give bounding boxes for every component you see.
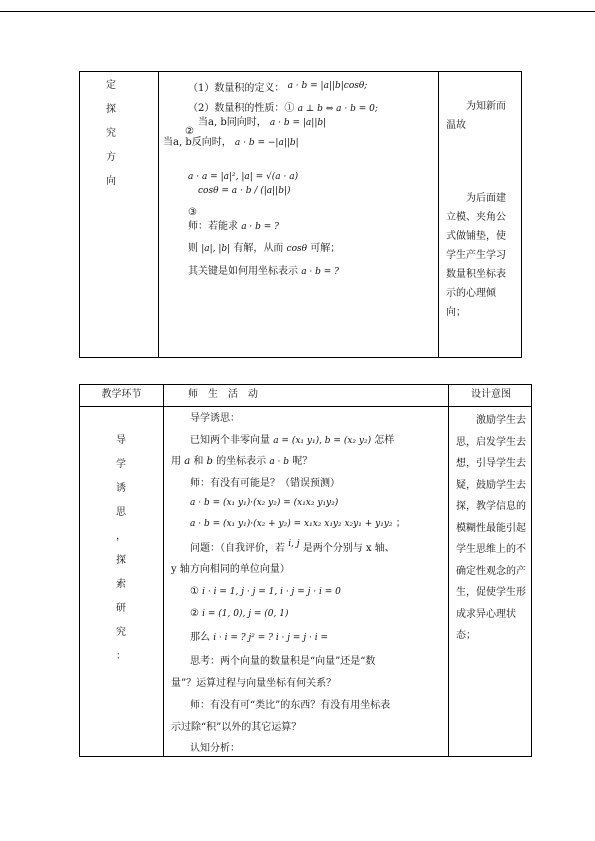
activity-line: 量”？运算过程与向量坐标有何关系？: [171, 678, 337, 689]
stage-char: ：: [116, 651, 126, 662]
stage-char: 诱: [116, 483, 126, 494]
math-formula: a = (x₁ y₁), b = (x₂ y₂): [273, 436, 372, 446]
header-activity: 师 生 活 动: [188, 389, 258, 400]
activity-line: 导学诱思：: [190, 413, 240, 424]
stage-char: 索: [116, 579, 126, 590]
column-divider: [448, 385, 449, 756]
math-formula: a · b = −|a||b|: [234, 138, 299, 148]
math-formula: a ⊥ b ⇔ a · b = 0;: [297, 104, 378, 114]
math-formula: a · b = (x₁ y₁)·(x₂ y₂) = (x₁x₂ y₁y₂): [190, 498, 339, 508]
activity-line: 示过除“积”以外的其它运算？: [171, 722, 302, 733]
definition-line: （1）数量积的定义： a · b = |a||b|cosθ;: [188, 81, 368, 94]
design-note: 激励学生去思，启发学生去想，引导学生去疑，鼓励学生去探，教学信息的模糊性最能引起学生思维上的不确定性观念的产生，促使学生形成求异心理状态；: [456, 415, 526, 641]
math-formula: i · i = 1, j · j = 1, i · j = j · i = 0: [202, 587, 341, 597]
stage-label: [106, 429, 136, 669]
activity-line: 问题：（自我评价，若 i, j 是两个分别与 x 轴、: [190, 539, 395, 554]
math-formula: a · b: [269, 457, 290, 467]
design-note: 为后面建立模、夹角公式做铺垫，使学生产生学习数量积坐标表示的心理倾向；: [446, 193, 506, 318]
stage-label: [96, 74, 126, 194]
column-divider: [438, 72, 439, 357]
teacher-line: 其关键是如何用坐标表示 a · b = ?: [188, 266, 339, 277]
circled-marker: ③: [188, 207, 197, 218]
stage-char: 探: [106, 104, 116, 115]
property-line: （2）数量积的性质：① a ⊥ b ⇔ a · b = 0;: [188, 103, 378, 114]
page-top-rule: [0, 11, 595, 12]
math-symbol: b: [206, 456, 213, 467]
column-divider: [158, 72, 159, 357]
header-intent: 设计意图: [471, 389, 511, 400]
math-formula: a · b = |a||b|cosθ;: [287, 81, 368, 91]
stage-char: 方: [106, 152, 116, 163]
math-formula: a · b = (x₁ y₁)·(x₂ + y₂) = x₁x₂ x₁y₂ x₂y₁ + y₁y₂: [190, 519, 393, 529]
activity-line: 思考：两个向量的数量积是“向量”还是“数: [190, 656, 376, 667]
activity-line: 用 a 和 b 的坐标表示 a · b 呢？: [171, 456, 313, 467]
activity-line: [190, 607, 288, 621]
math-symbol: a: [184, 456, 191, 467]
activity-line: y 轴方向相同的单位向量）: [171, 564, 290, 575]
stage-char: 究: [116, 627, 126, 638]
design-note: 为知新而温故: [446, 101, 506, 131]
teacher-line: 则 |a|, |b| 有解，从而 cosθ 可解；: [188, 243, 341, 254]
circled-marker: ②: [185, 126, 194, 137]
stage-char: 导: [116, 435, 126, 446]
math-formula: |a|, |b|: [201, 244, 231, 254]
property-line: 当a, b同向时， a · b = |a||b|: [198, 117, 327, 128]
activity-line: [190, 585, 341, 599]
lesson-table-2: [79, 384, 532, 757]
column-divider: [163, 385, 164, 756]
stage-char: 研: [116, 603, 126, 614]
stage-char: 究: [106, 128, 116, 139]
math-formula: i = (1, 0), j = (0, 1): [202, 609, 289, 619]
stage-char: 定: [106, 80, 116, 91]
activity-line: 那么 i · i = ? j² = ? i · j = j · i =: [190, 632, 328, 643]
math-formula: cosθ: [286, 244, 308, 254]
stage-char: 学: [116, 459, 126, 470]
math-formula: a · b = ?: [241, 222, 279, 232]
stage-char: 思: [116, 507, 126, 518]
math-formula: a · a = |a|², |a| = √(a · a): [188, 172, 299, 182]
header-divider: [80, 406, 531, 407]
math-formula: a · b = |a||b|: [269, 118, 327, 128]
circled-marker: ②: [190, 608, 199, 619]
stage-char: ，: [116, 531, 126, 542]
activity-line: 已知两个非零向量 a = (x₁ y₁), b = (x₂ y₂) 怎样: [190, 435, 395, 446]
math-formula: cosθ = a · b / (|a||b|): [198, 186, 291, 196]
math-formula: i, j: [288, 539, 300, 549]
activity-line: 师：有没有可“类比”的东西？有没有用坐标表: [190, 700, 391, 711]
lesson-table-1: [79, 71, 522, 358]
property-line: 当a, b反向时， a · b = −|a||b|: [163, 137, 299, 148]
activity-line: 认知分析：: [190, 743, 240, 754]
math-formula: i · i = ? j² = ? i · j = j · i =: [213, 633, 328, 643]
header-stage: 教学环节: [101, 389, 142, 400]
circled-marker: ①: [190, 586, 199, 597]
stage-char: 向: [106, 176, 116, 187]
teacher-line: 师：若能求 a · b = ?: [188, 221, 279, 232]
activity-line: a · b = (x₁ y₁)·(x₂ + y₂) = x₁x₂ x₁y₂ x₂y₁ + y₁y₂ ；: [190, 518, 406, 529]
math-formula: a · b = ?: [301, 267, 339, 277]
stage-char: 探: [116, 555, 126, 566]
activity-line: 师：有没有可能是？（错误预测）: [190, 478, 340, 489]
